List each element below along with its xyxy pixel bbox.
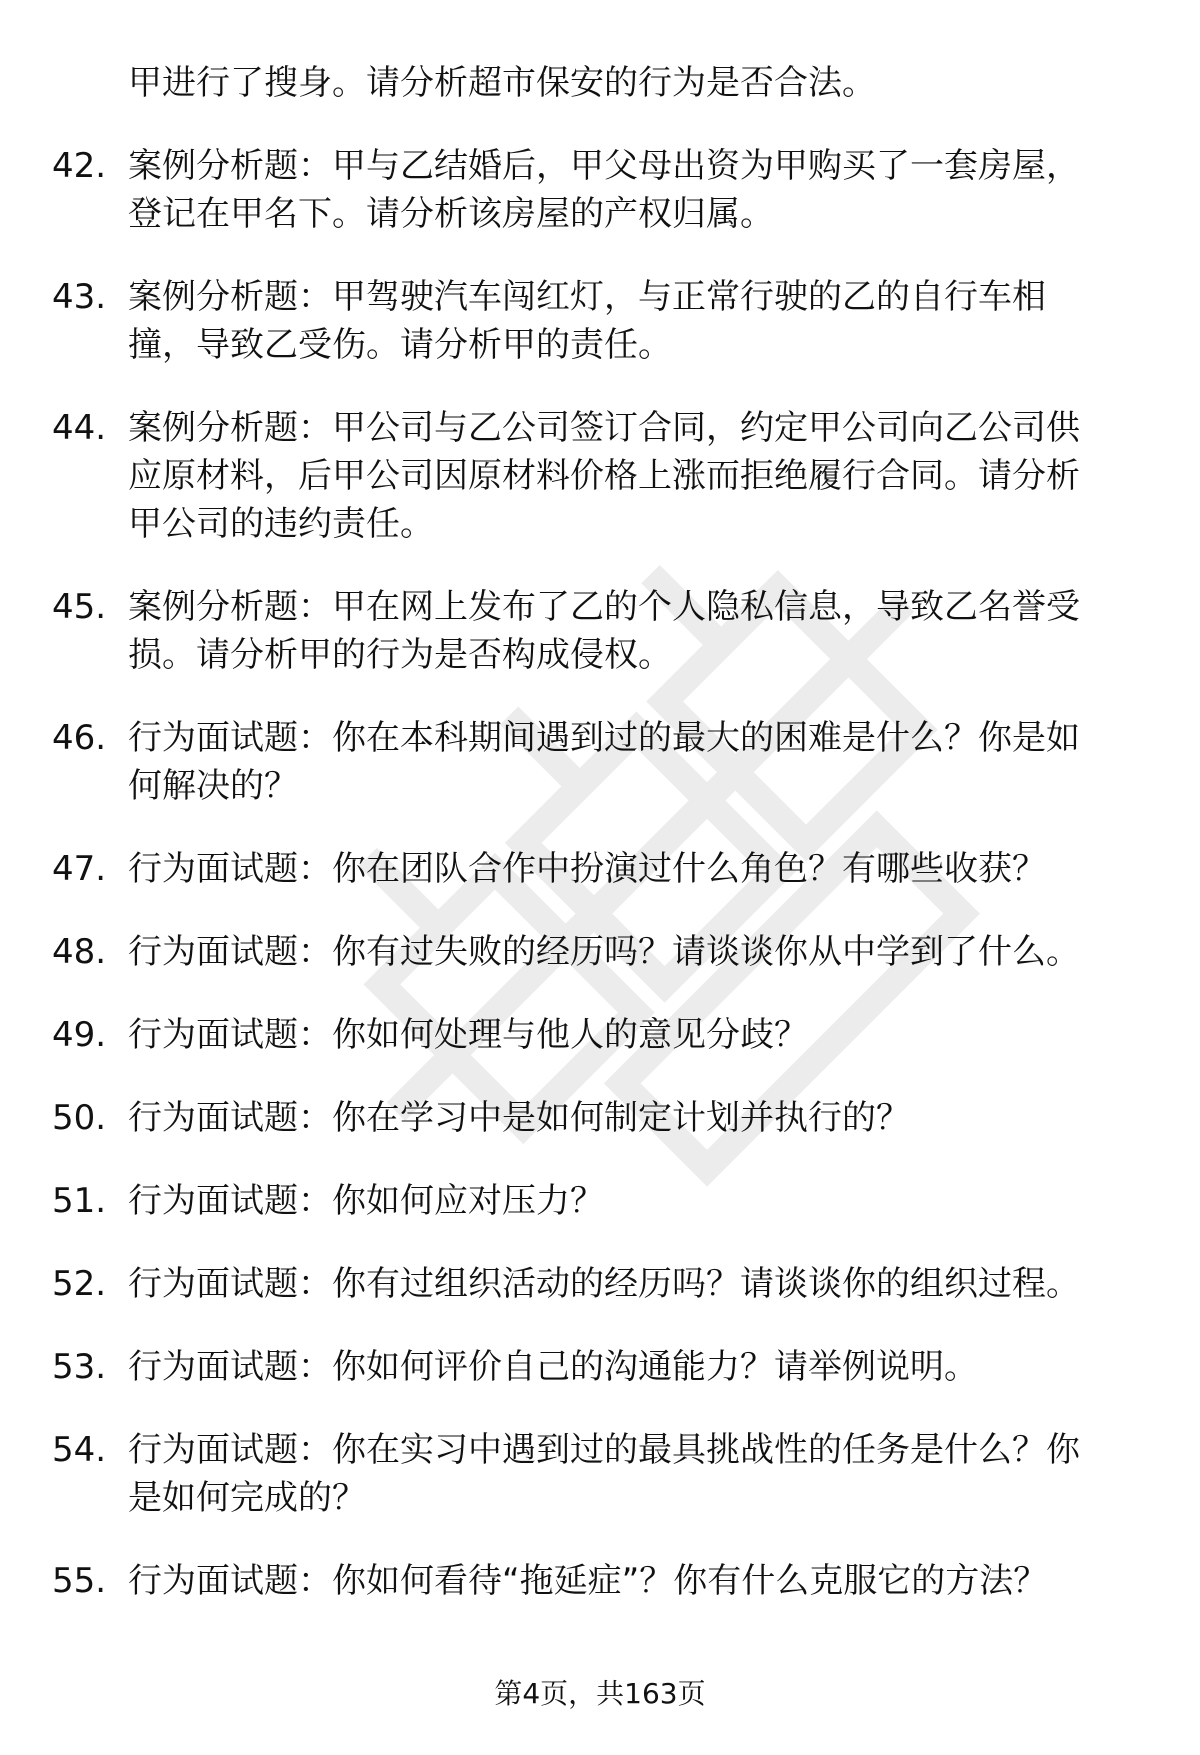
- question-number: 42.: [52, 146, 107, 186]
- question-list: [0, 59, 1200, 1640]
- question-text-line: 登记在甲名下。请分析该房屋的产权归属。: [128, 194, 774, 234]
- question-text-line: 何解决的？: [128, 766, 298, 806]
- question-item: [0, 714, 1200, 810]
- question-text-line: 撞，导致乙受伤。请分析甲的责任。: [128, 325, 672, 365]
- question-item: [0, 1094, 1200, 1142]
- question-text-line: 应原材料，后甲公司因原材料价格上涨而拒绝履行合同。请分析: [128, 456, 1080, 496]
- question-text-line: 行为面试题：你如何评价自己的沟通能力？请举例说明。: [128, 1347, 978, 1387]
- question-item: [0, 928, 1200, 976]
- question-text-line: 损。请分析甲的行为是否构成侵权。: [128, 635, 672, 675]
- question-text-line: 案例分析题：甲与乙结婚后，甲父母出资为甲购买了一套房屋，: [128, 146, 1080, 186]
- question-number: 45.: [52, 587, 107, 627]
- question-item: [0, 1557, 1200, 1605]
- question-number: 54.: [52, 1430, 107, 1470]
- question-text-line: 案例分析题：甲在网上发布了乙的个人隐私信息，导致乙名誉受: [128, 587, 1080, 627]
- question-number: 52.: [52, 1264, 107, 1304]
- question-text-line: 案例分析题：甲驾驶汽车闯红灯，与正常行驶的乙的自行车相: [128, 277, 1046, 317]
- question-number: 53.: [52, 1347, 107, 1387]
- question-item: [0, 1343, 1200, 1391]
- question-number: 50.: [52, 1098, 107, 1138]
- question-item: [0, 273, 1200, 369]
- question-item: [0, 583, 1200, 679]
- question-item: [0, 1011, 1200, 1059]
- question-item: [0, 1260, 1200, 1308]
- question-text-line: 行为面试题：你在实习中遇到过的最具挑战性的任务是什么？你: [128, 1430, 1080, 1470]
- question-text-line: 行为面试题：你有过失败的经历吗？请谈谈你从中学到了什么。: [128, 932, 1080, 972]
- question-number: 47.: [52, 849, 107, 889]
- question-text-line: 甲公司的违约责任。: [128, 504, 434, 544]
- question-text-line: 是如何完成的？: [128, 1478, 366, 1518]
- question-number: 46.: [52, 718, 107, 758]
- question-number: 48.: [52, 932, 107, 972]
- question-number: 55.: [52, 1561, 107, 1601]
- page-indicator: 第4页，共163页: [494, 1677, 706, 1710]
- question-item: [0, 142, 1200, 238]
- question-number: 43.: [52, 277, 107, 317]
- question-item: [0, 404, 1200, 548]
- question-text-line: 甲进行了搜身。请分析超市保安的行为是否合法。: [128, 63, 876, 103]
- question-text-line: 行为面试题：你在团队合作中扮演过什么角色？有哪些收获？: [128, 849, 1046, 889]
- question-item: [0, 1177, 1200, 1225]
- question-number: 44.: [52, 408, 107, 448]
- question-text-line: 行为面试题：你在本科期间遇到过的最大的困难是什么？你是如: [128, 718, 1080, 758]
- question-item: [0, 845, 1200, 893]
- question-text-line: 行为面试题：你有过组织活动的经历吗？请谈谈你的组织过程。: [128, 1264, 1080, 1304]
- question-number: 51.: [52, 1181, 107, 1221]
- question-item: [0, 1426, 1200, 1522]
- question-continuation: [0, 59, 1200, 107]
- question-text-line: 行为面试题：你如何看待“拖延症”？你有什么克服它的方法？: [128, 1561, 1048, 1601]
- question-text-line: 行为面试题：你如何应对压力？: [128, 1181, 604, 1221]
- question-text-line: 案例分析题：甲公司与乙公司签订合同，约定甲公司向乙公司供: [128, 408, 1080, 448]
- question-text-line: 行为面试题：你如何处理与他人的意见分歧？: [128, 1015, 808, 1055]
- question-text-line: 行为面试题：你在学习中是如何制定计划并执行的？: [128, 1098, 910, 1138]
- question-number: 49.: [52, 1015, 107, 1055]
